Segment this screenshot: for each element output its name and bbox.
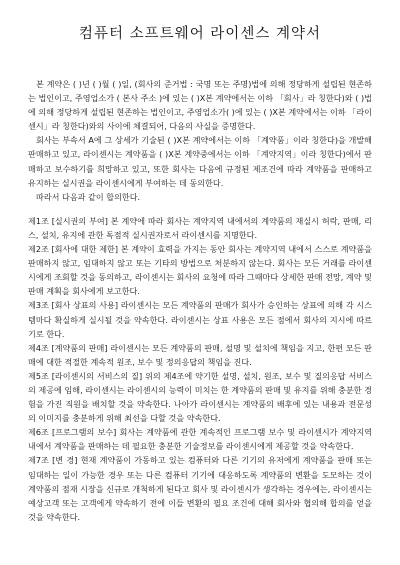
article-text: 본 계약에 따라 회사는 계약지역 내에서의 계약품의 재실시 허락, 판매, 리스, 설치, 유지에 관한 독점적 실시권자로서 라이센시를 지명한다. [28, 215, 372, 240]
article-5 [28, 369, 372, 425]
article-6 [28, 425, 372, 453]
article-label: 제7조 [변 경] [28, 455, 78, 466]
preamble-paragraph-2: 회사는 부속서 A에 그 상세가 기술된 ( )X본 계약에서는 이하 「계약품」이라 칭한다)을 개발해 판매하고 있고, 라이센시는 계약품을 ( )X본 계약중에서는 이하 「계약지역」이라 칭한다)에서 판매하고 보수하기를 희망하고 있고, 또한 회사는 다음에 규정된 제조건에 따라 계약품을 판매하고 유지하는 실시권을 라이센시에게 부여하는 데 동의한다. [28, 135, 372, 188]
article-text: 회사는 계약품에 관한 계속적인 프로그램 보수 및 라이센시가 계약지역 내에서 계약품을 판매하는 데 필요한 충분한 기술정보를 라이센시에게 제공할 것을 약속한다. [28, 427, 372, 452]
article-text: 위의 제4조에 약기한 설명, 설치, 원조, 보수 및 질의응답 서비스의 제공에 임해, 라이센시는 라이센시의 능력이 미치는 한 계약품의 판매 및 유지를 위해 충분한 경험을 가진 직원을 배치할 것을 약속한다. 나아가 라이센시는 계약품의 배후에 있는 내용과 전문성의 이미지를 충분하게 위해 최선을 다할 것을 약속한다. [28, 370, 372, 424]
article-label: 제1조 [실시권의 부여] [28, 215, 108, 226]
document-title: 컴퓨터 소프트웨어 라이센스 계약서 [79, 26, 321, 42]
article-3 [28, 298, 372, 340]
article-label: 제5조 [라이센시의 서비스의 질] [28, 370, 143, 381]
article-7 [28, 453, 372, 523]
article-label: 제6조 [프로그램의 보수] [28, 427, 117, 438]
article-text: 라이센시는 모든 계약품의 판매, 설명 및 설치에 책임을 지고, 한편 모든 판매에 대한 적절한 계속적 원조, 보수 및 정의응답의 책임을 진다. [28, 342, 372, 367]
article-label: 제3조 [회사 상표의 사용] [28, 300, 119, 311]
article-label: 제2조 [회사에 대한 제한] [28, 244, 119, 255]
preamble-paragraph-3: 따라서 다음과 같이 합의한다. [36, 191, 141, 202]
article-4 [28, 341, 372, 369]
articles-list [28, 214, 372, 524]
preamble-paragraph-1: 본 계약은 ( )년 ( )월 ( )일, (회사의 준거법 : 국명 또는 주명)법에 의해 정당하게 설립된 현존하는 법인이고, 주영업소가 ( 본사 주소 )에 있는 ( )X본 계약에서는 이하 「회사」라 칭한다)와 ( )법에 의해 정당하게 설립된 현존하는 법인이고, 주영업소가( )에 있는 ( )X본 계약에서는 이하 「라이센시」라 칭한다)와의 사이에 체결되어, 다음의 사실을 증명한다. [28, 79, 372, 132]
article-label: 제4조 [계약품의 판매] [28, 342, 108, 353]
section-gap [28, 204, 372, 214]
article-text: 라이센시는 모든 계약품의 판매가 회사가 승인하는 상표에 의해 각 시스템마다 확실하게 실시될 것을 약속한다. 라이센시는 상표 사용은 모든 점에서 회사의 지시에 따르기로 한다. [28, 300, 372, 339]
article-2 [28, 242, 372, 298]
article-text: 현재 계약품이 가동하고 있는 컴퓨터와 다른 기기의 유저에게 계약품을 판매 또는 임대하는 일이 가능한 경우 또는 다른 컴퓨터 기기에 대응하도록 계약품의 변환을 도모하는 것이 계약품의 점재 시장을 신규로 개척하게 된다고 회사 및 라이센시가 생각하는 경우에는, 라이센시는 예상고객 또는 고객에게 약속하기 전에 이들 변환의 필요 조건에 대해 회사와 협의해 합의를 얻을 것을 약속한다. [28, 455, 372, 522]
article-1 [28, 214, 372, 242]
article-text: 본 계약이 효력을 가지는 동안 회사는 계약지역 내에서 스스로 계약품을 판매하지 않고, 임대하지 않고 또는 기타의 방법으로 처분하지 않는다. 회사는 모든 거래를 라이센시에게 조회할 것을 동의하고, 라이센시는 회사의 요청에 따라 그때마다 상세한 판매 전망, 계약 및 판매 계획을 회사에게 보고한다. [28, 244, 372, 297]
